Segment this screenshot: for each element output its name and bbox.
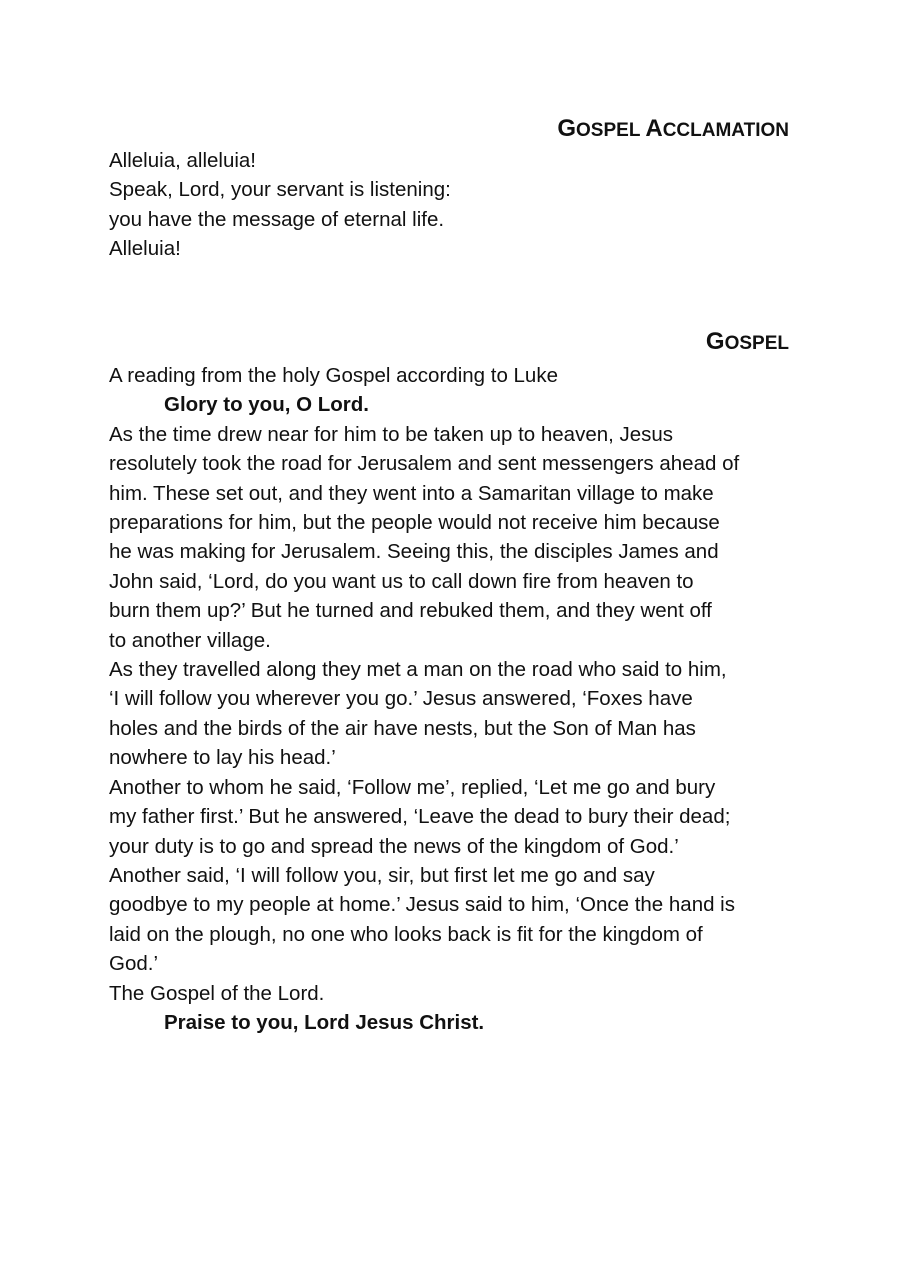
gospel-line: Another to whom he said, ‘Follow me’, replied, ‘Let me go and bury [109,775,716,799]
gospel-line: As the time drew near for him to be taken up to heaven, Jesus [109,422,674,446]
gospel-line: him. These set out, and they went into a Samaritan village to make [109,481,714,505]
intro-response: Glory to you, O Lord. [164,393,369,417]
gospel-line: he was making for Jerusalem. Seeing this, the disciples James and [109,540,719,564]
gospel-acclamation-heading [557,115,789,143]
gospel-line: God.’ [109,952,158,976]
heading-smallcaps: CCLAMATION [662,120,789,141]
gospel-intro: A reading from the holy Gospel according to Luke [109,364,558,387]
acclamation-line: Alleluia, alleluia! [109,149,257,172]
gospel-line: ‘I will follow you wherever you go.’ Jesus answered, ‘Foxes have [109,687,693,711]
gospel-line: nowhere to lay his head.’ [109,746,336,770]
gospel-line: burn them up?’ But he turned and rebuked them, and they went off [109,599,712,623]
gospel-heading [706,328,789,356]
gospel-line: preparations for him, but the people would not receive him because [109,511,720,535]
acclamation-line: Speak, Lord, your servant is listening: [109,178,451,202]
closing-response: Praise to you, Lord Jesus Christ. [164,1010,485,1034]
gospel-line: Another said, ‘I will follow you, sir, but first let me go and say [109,863,655,887]
gospel-line: As they travelled along they met a man on the road who said to him, [109,658,727,682]
acclamation-line: you have the message of eternal life. [109,207,445,231]
gospel-line: to another village. [109,628,271,652]
gospel-line: my father first.’ But he answered, ‘Leave the dead to bury their dead; [109,805,731,829]
gospel-closing: The Gospel of the Lord. [109,981,325,1005]
heading-smallcaps: OSPEL [576,120,646,141]
heading-initial: G [705,328,725,355]
heading-initial: G [557,115,577,142]
gospel-line: resolutely took the road for Jerusalem and sent messengers ahead of [109,452,740,476]
gospel-text [109,361,799,1037]
heading-smallcaps: OSPEL [724,333,789,354]
gospel-line: John said, ‘Lord, do you want us to call down fire from heaven to [109,569,694,593]
gospel-line: goodbye to my people at home.’ Jesus said to him, ‘Once the hand is [109,893,735,917]
gospel-line: your duty is to go and spread the news of the kingdom of God.’ [109,834,679,858]
acclamation-line: Alleluia! [109,237,181,261]
gospel-line: laid on the plough, no one who looks back is fit for the kingdom of [109,922,703,946]
heading-initial: A [645,115,663,142]
gospel-line: holes and the birds of the air have nests, but the Son of Man has [109,716,696,740]
acclamation-text [109,146,799,264]
